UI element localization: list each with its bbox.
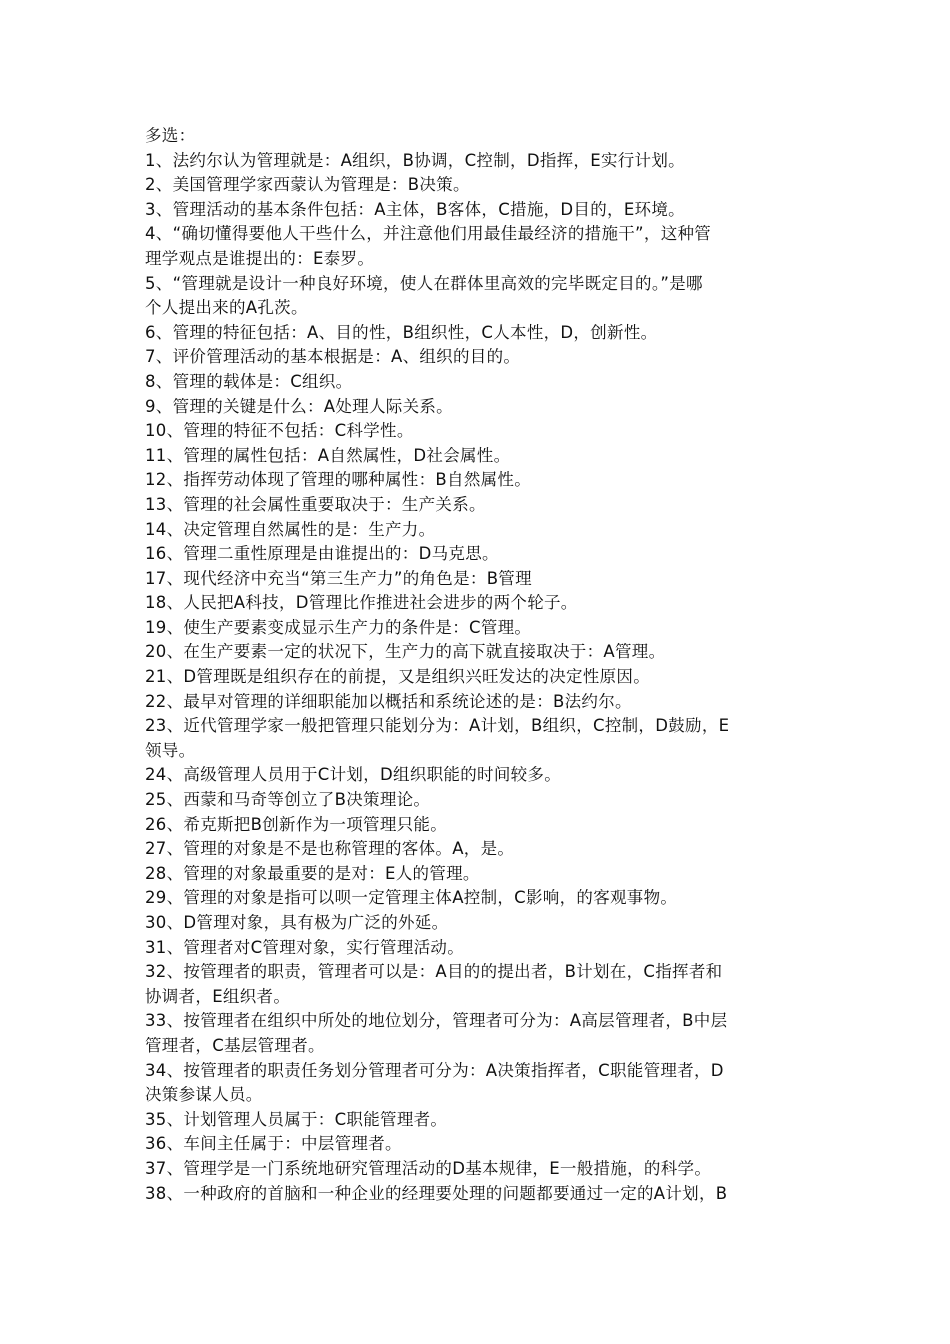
- question-line: 个人提出来的A孔茨。: [145, 298, 308, 318]
- question-line: 9、管理的关键是什么：A处理人际关系。: [145, 396, 453, 416]
- question-line: 11、管理的属性包括：A自然属性，D社会属性。: [145, 445, 511, 465]
- question-line: 38、一种政府的首脑和一种企业的经理要处理的问题都要通过一定的A计划，B: [145, 1183, 728, 1203]
- question-line: 2、美国管理学家西蒙认为管理是：B决策。: [145, 175, 470, 195]
- question-line: 管理者，C基层管理者。: [145, 1035, 325, 1055]
- question-line: 27、管理的对象是不是也称管理的客体。A，是。: [145, 839, 515, 859]
- question-line: 36、车间主任属于：中层管理者。: [145, 1134, 402, 1154]
- question-line: 33、按管理者在组织中所处的地位划分，管理者可分为：A高层管理者，B中层: [145, 1011, 728, 1031]
- question-line: 37、管理学是一门系统地研究管理活动的D基本规律，E一般措施，的科学。: [145, 1158, 712, 1178]
- question-line: 领导。: [145, 740, 196, 760]
- question-line: 30、D管理对象，具有极为广泛的外延。: [145, 913, 449, 932]
- question-line: 14、决定管理自然属性的是：生产力。: [145, 519, 436, 539]
- question-line: 7、评价管理活动的基本根据是：A、组织的目的。: [145, 347, 521, 367]
- document-body: [145, 124, 810, 1206]
- question-line: 16、管理二重性原理是由谁提出的：D马克思。: [145, 544, 499, 564]
- question-line: 6、管理的特征包括：A、目的性，B组织性，C人本性，D，创新性。: [145, 322, 658, 342]
- question-line: 理学观点是谁提出的：E泰罗。: [145, 248, 375, 268]
- question-line: 35、计划管理人员属于：C职能管理者。: [145, 1109, 448, 1129]
- question-line: 5、“管理就是设计一种良好环境，使人在群体里高效的完毕既定目的。”是哪: [145, 273, 703, 293]
- section-heading: 多选：: [145, 126, 196, 145]
- question-line: 28、管理的对象最重要的是对：E人的管理。: [145, 863, 480, 883]
- question-line: 25、西蒙和马奇等创立了B决策理论。: [145, 790, 431, 810]
- question-list: [145, 149, 810, 1207]
- question-line: 协调者，E组织者。: [145, 986, 291, 1006]
- question-line: 32、按管理者的职责，管理者可以是：A目的的提出者，B计划在，C指挥者和: [145, 962, 723, 982]
- question-line: 12、指挥劳动体现了管理的哪种属性：B自然属性。: [145, 470, 532, 490]
- question-line: 19、使生产要素变成显示生产力的条件是：C管理。: [145, 617, 532, 637]
- question-line: 决策参谋人员。: [145, 1085, 263, 1105]
- question-line: 23、近代管理学家一般把管理只能划分为：A计划，B组织，C控制，D鼓励，E: [145, 716, 730, 736]
- question-line: 34、按管理者的职责任务划分管理者可分为：A决策指挥者，C职能管理者，D: [145, 1060, 724, 1080]
- question-line: 22、最早对管理的详细职能加以概括和系统论述的是：B法约尔。: [145, 691, 632, 711]
- question-line: 24、高级管理人员用于C计划，D组织职能的时间较多。: [145, 765, 562, 785]
- question-line: 20、在生产要素一定的状况下，生产力的高下就直接取决于：A管理。: [145, 642, 666, 662]
- question-line: 1、法约尔认为管理就是：A组织，B协调，C控制，D指挥，E实行计划。: [145, 150, 685, 170]
- question-line: 26、希克斯把B创新作为一项管理只能。: [145, 814, 448, 834]
- question-line: 21、D管理既是组织存在的前提，又是组织兴旺发达的决定性原因。: [145, 667, 651, 687]
- question-line: 17、现代经济中充当“第三生产力”的角色是：B管理: [145, 568, 532, 588]
- question-line: 3、管理活动的基本条件包括：A主体，B客体，C措施，D目的，E环境。: [145, 199, 685, 219]
- question-line: 18、人民把A科技，D管理比作推进社会进步的两个轮子。: [145, 593, 578, 613]
- question-line: 13、管理的社会属性重要取决于：生产关系。: [145, 494, 486, 514]
- question-line: 10、管理的特征不包括：C科学性。: [145, 421, 414, 441]
- question-line: 29、管理的对象是指可以呗一定管理主体A控制，C影响，的客观事物。: [145, 888, 678, 908]
- question-line: 8、管理的载体是：C组织。: [145, 371, 353, 391]
- question-line: 4、“确切懂得要他人干些什么，并注意他们用最佳最经济的措施干”，这种管: [145, 224, 712, 244]
- question-line: 31、管理者对C管理对象，实行管理活动。: [145, 937, 465, 957]
